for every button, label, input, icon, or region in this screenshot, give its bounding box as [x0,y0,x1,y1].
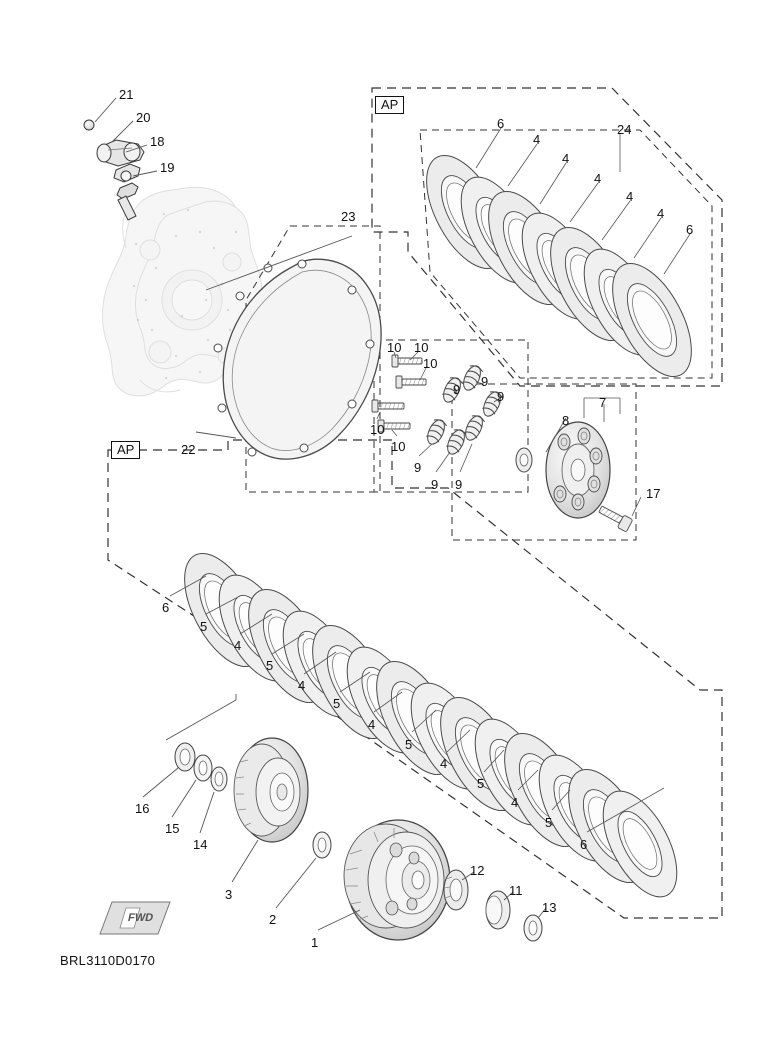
callout-number: 4 [594,171,602,186]
callout-number: 15 [165,821,180,836]
callout-number: 4 [562,151,570,166]
callout-number: 6 [497,116,505,131]
callout-number: 4 [298,678,306,693]
callout-number: 24 [617,122,632,137]
callout-number: 5 [545,815,553,830]
callout-number: 17 [646,486,661,501]
callout-number: 2 [269,912,277,927]
callout-number: 23 [341,209,356,224]
callout-number: 11 [509,883,523,898]
callout-number: 3 [225,887,233,902]
callout-number: 14 [193,837,208,852]
callout-number: 5 [200,619,208,634]
callout-number: 12 [470,863,485,878]
callout-number: 5 [266,658,274,673]
callout-number: 9 [431,477,439,492]
callout-number: 5 [333,696,341,711]
callout-number: 7 [599,395,607,410]
callout-number: 9 [497,389,505,404]
callout-number: 4 [626,189,634,204]
callout-number: 4 [533,132,541,147]
callout-number: 6 [580,837,588,852]
callout-number: 10 [423,356,438,371]
callout-number: 21 [119,87,134,102]
callout-number: 20 [136,110,151,125]
callout-number: 10 [414,340,429,355]
callout-number: 13 [542,900,557,915]
callout-number: 6 [686,222,694,237]
callout-number: 4 [368,717,376,732]
callout-number: 4 [440,756,448,771]
group-label-ap: AP [111,441,140,459]
callout-number: 8 [562,413,570,428]
callout-number: 9 [453,382,461,397]
callout-number: 10 [387,340,402,355]
callout-number: 4 [511,795,519,810]
callout-number: 18 [150,134,165,149]
callout-number: 4 [234,638,242,653]
callout-number: 9 [455,477,463,492]
group-label-ap: AP [375,96,404,114]
callout-number: 10 [391,439,406,454]
callout-number: 6 [162,600,170,615]
callout-number: 16 [135,801,150,816]
forward-direction-label: FWD [126,912,155,924]
callout-number: 4 [657,206,665,221]
callout-number: 9 [481,374,489,389]
callout-number: 9 [414,460,422,475]
callout-number: 22 [181,442,196,457]
callout-number: 10 [370,422,385,437]
callout-number: 1 [311,935,319,950]
callout-number: 5 [405,737,413,752]
callout-number: 19 [160,160,175,175]
callout-number: 5 [477,776,485,791]
diagram-part-number: BRL3110D0170 [60,953,156,968]
